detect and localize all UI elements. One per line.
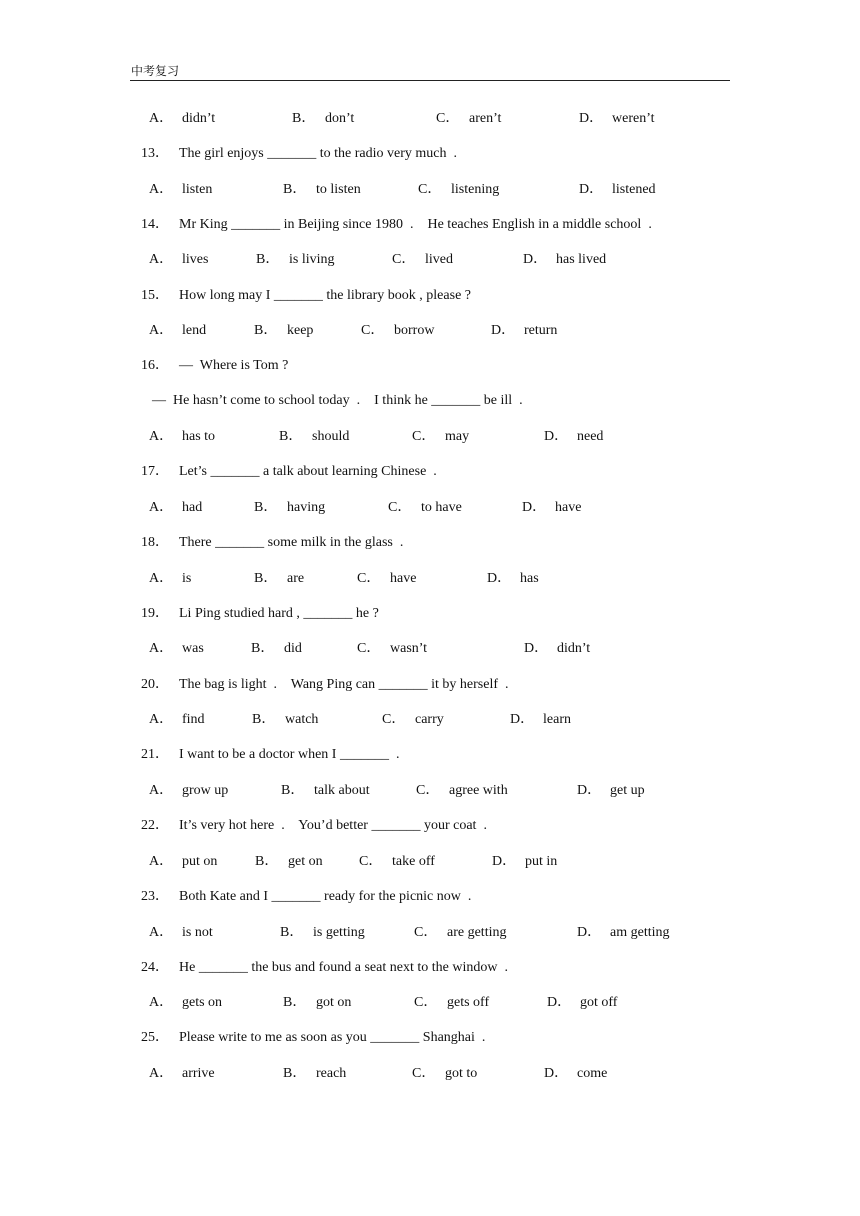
- option-letter: C．: [412, 429, 436, 444]
- answer-option: [577, 923, 670, 943]
- question-number: 20．: [141, 677, 169, 692]
- option-letter: B．: [255, 854, 279, 869]
- option-text: listen: [182, 182, 213, 197]
- answer-option: [281, 781, 370, 801]
- answer-option: [149, 781, 229, 801]
- option-letter: A．: [149, 571, 174, 586]
- question-stem-row: [0, 356, 860, 376]
- question-stem-row: [0, 816, 860, 836]
- option-text: lived: [425, 252, 453, 267]
- options-row: [0, 250, 860, 270]
- options-row: [0, 321, 860, 341]
- option-text: get up: [610, 783, 645, 798]
- question-stem: Let’s _______ a talk about learning Chinese .: [179, 464, 437, 479]
- option-text: has to: [182, 429, 216, 444]
- answer-option: [149, 321, 207, 341]
- answer-option: [280, 923, 365, 943]
- option-letter: D．: [487, 571, 512, 586]
- option-letter: C．: [436, 111, 460, 126]
- answer-option: [279, 427, 350, 447]
- answer-option: [579, 109, 655, 129]
- option-text: had: [182, 500, 203, 515]
- answer-option: [149, 180, 213, 200]
- option-letter: D．: [579, 111, 604, 126]
- option-text: is: [182, 571, 192, 586]
- option-letter: D．: [510, 712, 535, 727]
- option-letter: D．: [544, 429, 569, 444]
- option-letter: A．: [149, 712, 174, 727]
- option-text: am getting: [610, 925, 670, 940]
- question-stem: Li Ping studied hard , _______ he ?: [179, 606, 379, 621]
- option-text: having: [287, 500, 326, 515]
- option-text: listened: [612, 182, 656, 197]
- question-number: 15．: [141, 288, 169, 303]
- option-letter: D．: [524, 641, 549, 656]
- option-letter: A．: [149, 854, 174, 869]
- answer-option: [292, 109, 355, 129]
- option-letter: B．: [254, 500, 278, 515]
- option-letter: A．: [149, 925, 174, 940]
- question-number: 24．: [141, 960, 169, 975]
- answer-option: [491, 321, 558, 341]
- answer-option: [149, 710, 205, 730]
- page-header: [130, 62, 730, 81]
- option-text: are: [287, 571, 305, 586]
- question-stem: Please write to me as soon as you _______ Shanghai .: [179, 1030, 486, 1045]
- question-stem-row: [0, 286, 860, 306]
- option-text: weren’t: [612, 111, 655, 126]
- answer-option: [256, 250, 335, 270]
- option-text: did: [284, 641, 302, 656]
- options-row: [0, 569, 860, 589]
- answer-option: [283, 993, 352, 1013]
- answer-option: [255, 852, 323, 872]
- option-text: should: [312, 429, 350, 444]
- answer-option: [412, 1064, 478, 1084]
- option-letter: D．: [547, 995, 572, 1010]
- question-stem-row: [0, 533, 860, 553]
- answer-option: [254, 321, 314, 341]
- option-text: was: [182, 641, 204, 656]
- question-stem: I want to be a doctor when I _______ .: [179, 747, 400, 762]
- option-letter: C．: [412, 1066, 436, 1081]
- options-row: [0, 993, 860, 1013]
- question-number: 25．: [141, 1030, 169, 1045]
- answer-option: [283, 180, 361, 200]
- answer-option: [544, 1064, 608, 1084]
- option-text: put in: [525, 854, 558, 869]
- option-letter: D．: [579, 182, 604, 197]
- answer-option: [149, 427, 216, 447]
- option-text: find: [182, 712, 205, 727]
- option-text: carry: [415, 712, 444, 727]
- options-row: [0, 639, 860, 659]
- option-letter: D．: [492, 854, 517, 869]
- option-letter: B．: [254, 571, 278, 586]
- question-stem-row: [0, 1028, 860, 1048]
- question-number: 19．: [141, 606, 169, 621]
- option-text: got on: [316, 995, 352, 1010]
- option-letter: D．: [544, 1066, 569, 1081]
- answer-option: [510, 710, 571, 730]
- option-text: is not: [182, 925, 213, 940]
- answer-option: [579, 180, 656, 200]
- question-stem-row: [0, 887, 860, 907]
- question-number: 21．: [141, 747, 169, 762]
- question-stem: It’s very hot here . You’d better _______ your coat .: [179, 818, 487, 833]
- option-letter: A．: [149, 641, 174, 656]
- question-number: 22．: [141, 818, 169, 833]
- option-text: may: [445, 429, 470, 444]
- option-text: got to: [445, 1066, 478, 1081]
- question-number: 17．: [141, 464, 169, 479]
- answer-option: [357, 639, 428, 659]
- option-letter: C．: [357, 571, 381, 586]
- question-stem-row: [0, 215, 860, 235]
- option-text: to listen: [316, 182, 361, 197]
- answer-option: [149, 498, 203, 518]
- option-text: learn: [543, 712, 571, 727]
- option-letter: B．: [252, 712, 276, 727]
- option-letter: C．: [392, 252, 416, 267]
- options-row: [0, 427, 860, 447]
- option-text: wasn’t: [390, 641, 428, 656]
- options-row: [0, 180, 860, 200]
- answer-option: [254, 569, 305, 589]
- answer-option: [544, 427, 604, 447]
- options-row: [0, 923, 860, 943]
- option-text: get on: [288, 854, 323, 869]
- option-letter: A．: [149, 1066, 174, 1081]
- option-letter: A．: [149, 429, 174, 444]
- option-letter: C．: [414, 995, 438, 1010]
- answer-option: [522, 498, 582, 518]
- answer-option: [487, 569, 539, 589]
- option-text: have: [390, 571, 417, 586]
- answer-option: [577, 781, 645, 801]
- option-letter: A．: [149, 323, 174, 338]
- option-text: have: [555, 500, 582, 515]
- option-letter: C．: [382, 712, 406, 727]
- answer-option: [357, 569, 417, 589]
- option-text: grow up: [182, 783, 229, 798]
- answer-option: [361, 321, 435, 341]
- option-text: borrow: [394, 323, 435, 338]
- question-number: 23．: [141, 889, 169, 904]
- answer-option: [414, 923, 507, 943]
- option-letter: B．: [256, 252, 280, 267]
- question-stem: How long may I _______ the library book , please ?: [179, 288, 471, 303]
- answer-option: [149, 993, 223, 1013]
- answer-option: [418, 180, 500, 200]
- option-text: need: [577, 429, 604, 444]
- option-text: aren’t: [469, 111, 502, 126]
- option-text: arrive: [182, 1066, 215, 1081]
- options-row: [0, 109, 860, 129]
- answer-option: [547, 993, 618, 1013]
- option-letter: D．: [522, 500, 547, 515]
- option-text: is living: [289, 252, 335, 267]
- answer-option: [416, 781, 508, 801]
- option-text: don’t: [325, 111, 355, 126]
- option-letter: A．: [149, 182, 174, 197]
- question-stem-row: [0, 604, 860, 624]
- answer-option: [382, 710, 444, 730]
- answer-option: [436, 109, 502, 129]
- option-letter: D．: [577, 925, 602, 940]
- option-letter: C．: [388, 500, 412, 515]
- question-stem-row: [0, 462, 860, 482]
- option-letter: C．: [357, 641, 381, 656]
- option-letter: B．: [251, 641, 275, 656]
- option-letter: A．: [149, 500, 174, 515]
- question-stem: Both Kate and I _______ ready for the picnic now .: [179, 889, 472, 904]
- question-stem: He _______ the bus and found a seat next to the window .: [179, 960, 508, 975]
- question-number: 18．: [141, 535, 169, 550]
- answer-option: [149, 923, 213, 943]
- option-text: has lived: [556, 252, 607, 267]
- question-stem: Mr King _______ in Beijing since 1980 . He teaches English in a middle school .: [179, 217, 652, 232]
- option-text: take off: [392, 854, 435, 869]
- question-stem-row: [0, 675, 860, 695]
- option-text: agree with: [449, 783, 508, 798]
- option-text: reach: [316, 1066, 347, 1081]
- question-stem-row: [0, 958, 860, 978]
- option-text: got off: [580, 995, 618, 1010]
- option-letter: B．: [254, 323, 278, 338]
- question-stem: — Where is Tom ?: [179, 358, 289, 373]
- options-row: [0, 710, 860, 730]
- option-text: listening: [451, 182, 500, 197]
- option-text: didn’t: [557, 641, 591, 656]
- option-letter: C．: [416, 783, 440, 798]
- question-stem-row: [0, 745, 860, 765]
- option-letter: C．: [361, 323, 385, 338]
- answer-option: [388, 498, 462, 518]
- answer-option: [283, 1064, 347, 1084]
- option-letter: B．: [283, 1066, 307, 1081]
- option-letter: C．: [359, 854, 383, 869]
- option-letter: B．: [280, 925, 304, 940]
- option-letter: B．: [279, 429, 303, 444]
- options-row: [0, 781, 860, 801]
- question-stem: The girl enjoys _______ to the radio very much .: [179, 146, 457, 161]
- answer-option: [149, 639, 204, 659]
- question-stem-continued: — He hasn’t come to school today . I think he _______ be ill .: [152, 393, 523, 408]
- option-text: put on: [182, 854, 218, 869]
- header-title: 中考复习: [131, 64, 180, 78]
- option-letter: D．: [491, 323, 516, 338]
- answer-option: [359, 852, 435, 872]
- answer-option: [149, 250, 209, 270]
- option-text: is getting: [313, 925, 365, 940]
- option-letter: A．: [149, 995, 174, 1010]
- question-number: 16．: [141, 358, 169, 373]
- option-letter: B．: [281, 783, 305, 798]
- question-stem-row: [152, 391, 523, 411]
- option-text: didn’t: [182, 111, 216, 126]
- option-text: has: [520, 571, 539, 586]
- option-letter: B．: [283, 995, 307, 1010]
- answer-option: [392, 250, 453, 270]
- option-letter: D．: [523, 252, 548, 267]
- option-text: are getting: [447, 925, 507, 940]
- options-row: [0, 1064, 860, 1084]
- answer-option: [149, 852, 218, 872]
- option-text: watch: [285, 712, 319, 727]
- option-text: return: [524, 323, 558, 338]
- answer-option: [251, 639, 302, 659]
- option-text: to have: [421, 500, 462, 515]
- question-number: 13．: [141, 146, 169, 161]
- option-letter: B．: [283, 182, 307, 197]
- option-text: keep: [287, 323, 314, 338]
- option-letter: C．: [414, 925, 438, 940]
- answer-option: [523, 250, 607, 270]
- answer-option: [414, 993, 490, 1013]
- question-stem-row: [0, 144, 860, 164]
- option-letter: C．: [418, 182, 442, 197]
- option-text: come: [577, 1066, 608, 1081]
- option-text: talk about: [314, 783, 370, 798]
- answer-option: [149, 109, 216, 129]
- answer-option: [149, 569, 192, 589]
- question-stem: There _______ some milk in the glass .: [179, 535, 404, 550]
- answer-option: [524, 639, 591, 659]
- option-letter: D．: [577, 783, 602, 798]
- options-row: [0, 498, 860, 518]
- answer-option: [149, 1064, 215, 1084]
- option-letter: A．: [149, 111, 174, 126]
- question-stem: The bag is light . Wang Ping can _______ it by herself .: [179, 677, 509, 692]
- answer-option: [252, 710, 319, 730]
- option-text: lend: [182, 323, 207, 338]
- option-letter: A．: [149, 252, 174, 267]
- answer-option: [492, 852, 558, 872]
- option-text: gets on: [182, 995, 223, 1010]
- question-number: 14．: [141, 217, 169, 232]
- option-letter: A．: [149, 783, 174, 798]
- option-text: lives: [182, 252, 209, 267]
- answer-option: [254, 498, 326, 518]
- option-text: gets off: [447, 995, 490, 1010]
- option-letter: B．: [292, 111, 316, 126]
- answer-option: [412, 427, 470, 447]
- options-row: [0, 852, 860, 872]
